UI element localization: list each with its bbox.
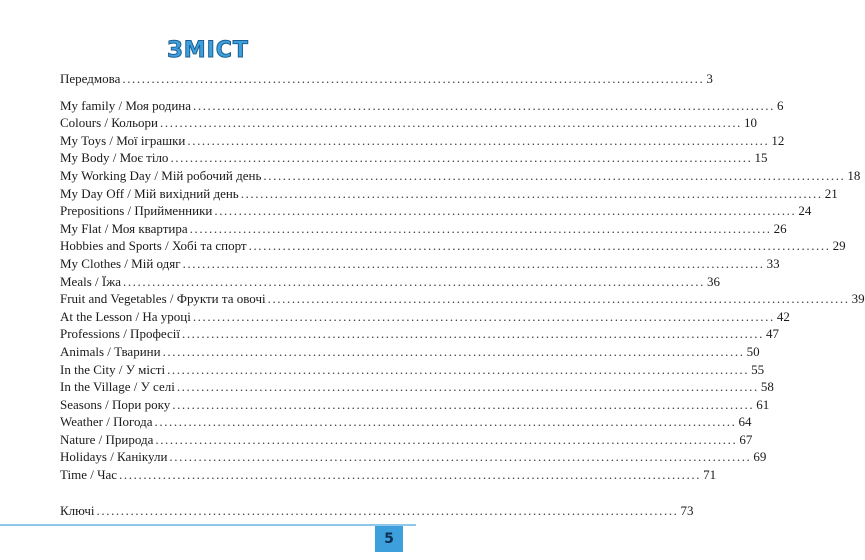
toc-leader-dots: ........................................................................................................................: [192, 308, 775, 324]
toc-page-number: 47: [765, 326, 779, 342]
toc-entry-label: Animals / Тварини: [60, 343, 161, 359]
toc-leader-dots: ........................................................................................................................: [267, 291, 850, 307]
toc-leader-dots: ........................................................................................................................: [263, 167, 846, 183]
toc-page-number: 73: [680, 502, 694, 518]
toc-page-number: 33: [766, 255, 780, 271]
page-title: ЗМІСТ: [167, 38, 249, 63]
toc-entry-label: Prepositions / Прийменники: [60, 203, 213, 219]
toc-leader-dots: ........................................................................................................................: [155, 431, 738, 447]
toc-page-number: 29: [832, 238, 846, 254]
toc-leader-dots: ........................................................................................................................: [187, 132, 770, 148]
toc-entry-label: Holidays / Канікули: [60, 449, 168, 465]
toc-leader-dots: ........................................................................................................................: [193, 97, 775, 113]
toc-leader-dots: ........................................................................................................................: [96, 502, 679, 518]
toc-page-number: 15: [754, 150, 768, 166]
toc-leader-dots: ........................................................................................................................: [181, 326, 764, 342]
toc-page-number: 3: [706, 71, 713, 86]
toc-row[interactable]: [60, 502, 694, 520]
toc-page-number: 55: [751, 361, 765, 377]
toc-row[interactable]: [60, 431, 753, 449]
toc-row[interactable]: [60, 396, 770, 414]
toc-page-number: 21: [824, 185, 838, 201]
toc-row[interactable]: [60, 413, 752, 431]
toc-page-number: 50: [746, 343, 760, 359]
toc-entry-label: My Body / Моє тіло: [60, 150, 169, 166]
toc-leader-dots: ........................................................................................................................: [154, 414, 737, 430]
toc-page-number: 6: [777, 97, 784, 113]
toc-leader-dots: ........................................................................................................................: [172, 396, 755, 412]
toc-row[interactable]: [60, 290, 865, 308]
footer-rule: [0, 524, 416, 526]
toc-page-number: 58: [760, 379, 774, 395]
toc-page-number: 12: [771, 132, 785, 148]
toc-page-number: 39: [851, 291, 865, 307]
toc-row[interactable]: [60, 220, 787, 238]
toc-page-number: 69: [753, 449, 767, 465]
toc-leader-dots: ........................................................................................................................: [160, 115, 743, 131]
toc-entry-label: In the City / У місті: [60, 361, 166, 377]
toc-leader-dots: ........................................................................................................................: [122, 71, 705, 86]
toc-row[interactable]: [60, 325, 779, 343]
toc-row[interactable]: [60, 255, 780, 273]
toc-row[interactable]: [60, 343, 760, 361]
toc-page-number: 24: [798, 203, 812, 219]
page-number-badge: 5: [375, 526, 403, 552]
toc-page-number: 42: [776, 308, 790, 324]
toc-leader-dots: ........................................................................................................................: [167, 361, 750, 377]
toc-row[interactable]: [60, 149, 768, 167]
toc-leader-dots: ........................................................................................................................: [214, 203, 797, 219]
toc-row[interactable]: [60, 185, 838, 203]
toc-entry-label: Time / Час: [60, 467, 118, 483]
toc-entry-label: Fruit and Vegetables / Фрукти та овочі: [60, 291, 266, 307]
toc-row[interactable]: [60, 361, 765, 379]
toc-row[interactable]: [60, 70, 713, 88]
toc-entry-label: My Working Day / Мій робочий день: [60, 167, 262, 183]
toc-entry-label: In the Village / У селі: [60, 379, 175, 395]
toc-page-number: 61: [756, 396, 770, 412]
toc-row[interactable]: [60, 167, 861, 185]
toc-page-number: 64: [738, 414, 752, 430]
toc-row[interactable]: [60, 202, 812, 220]
toc-entry-label: Seasons / Пори року: [60, 396, 171, 412]
toc-entry-label: Ключі: [60, 502, 95, 518]
toc-leader-dots: ........................................................................................................................: [248, 238, 831, 254]
toc-entry-label: My family / Моя родина: [60, 97, 191, 113]
toc-entry-label: Передмова: [60, 71, 121, 86]
toc-entry-label: Nature / Природа: [60, 431, 154, 447]
toc-entry-label: My Toys / Мої іграшки: [60, 132, 186, 148]
toc-page-number: 67: [739, 431, 753, 447]
toc-row[interactable]: [60, 237, 846, 255]
toc-row[interactable]: [60, 466, 717, 484]
toc-row[interactable]: [60, 132, 785, 150]
toc-leader-dots: ........................................................................................................................: [182, 255, 765, 271]
toc-entry-label: Hobbies and Sports / Хобі та спорт: [60, 238, 247, 254]
toc-entry-label: Meals / Їжа: [60, 273, 121, 289]
toc-leader-dots: ........................................................................................................................: [170, 150, 753, 166]
table-of-contents: [60, 70, 865, 519]
toc-leader-dots: ........................................................................................................................: [240, 185, 823, 201]
toc-page-number: 18: [847, 167, 861, 183]
toc-row[interactable]: [60, 308, 790, 326]
toc-leader-dots: ........................................................................................................................: [162, 343, 745, 359]
toc-page-number: 10: [744, 115, 758, 131]
toc-entry-label: Professions / Професії: [60, 326, 180, 342]
toc-leader-dots: ........................................................................................................................: [169, 449, 752, 465]
toc-leader-dots: ........................................................................................................................: [176, 379, 759, 395]
toc-row[interactable]: [60, 97, 784, 115]
toc-row[interactable]: [60, 114, 758, 132]
toc-entry-label: At the Lesson / На уроці: [60, 308, 191, 324]
toc-entry-label: My Clothes / Мій одяг: [60, 255, 181, 271]
toc-leader-dots: ........................................................................................................................: [122, 273, 705, 289]
toc-leader-dots: ........................................................................................................................: [119, 467, 702, 483]
toc-row[interactable]: [60, 448, 767, 466]
toc-row[interactable]: [60, 378, 774, 396]
toc-page-number: 71: [703, 467, 717, 483]
toc-row[interactable]: [60, 273, 720, 291]
toc-page-number: 36: [706, 273, 720, 289]
toc-entry-label: Colours / Кольори: [60, 115, 159, 131]
toc-entry-label: My Flat / Моя квартира: [60, 220, 188, 236]
toc-page-number: 26: [773, 220, 787, 236]
toc-entry-label: Weather / Погода: [60, 414, 153, 430]
toc-entry-label: My Day Off / Мій вихідний день: [60, 185, 239, 201]
toc-leader-dots: ........................................................................................................................: [189, 220, 772, 236]
